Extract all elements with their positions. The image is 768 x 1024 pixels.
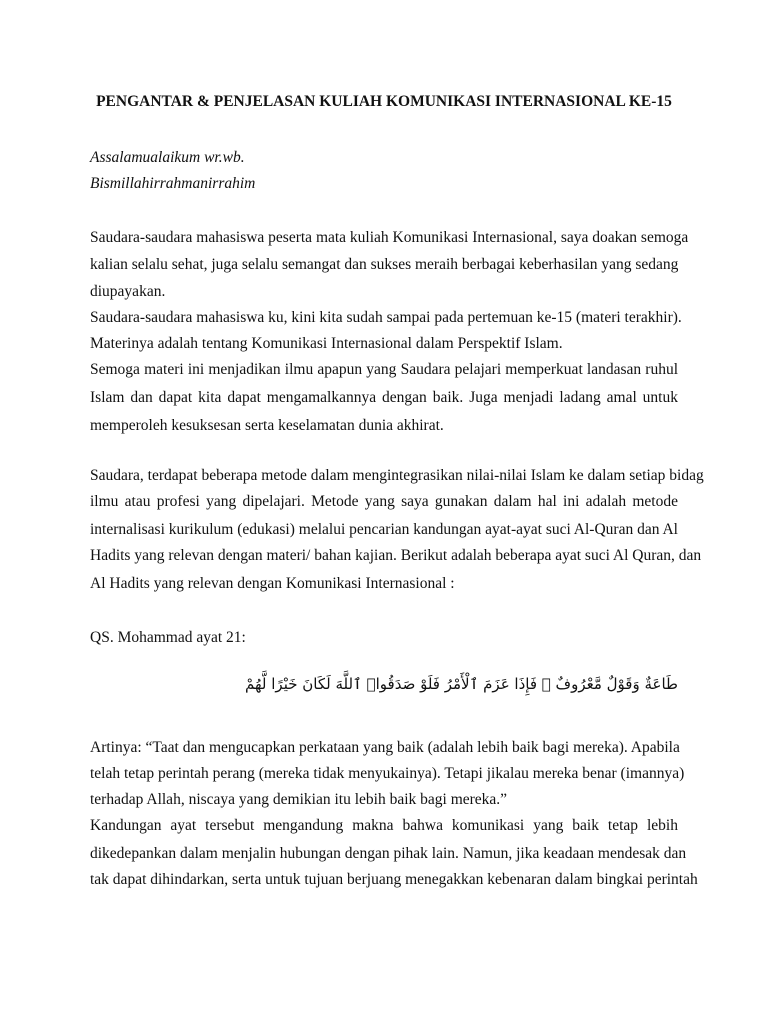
document-title: PENGANTAR & PENJELASAN KULIAH KOMUNIKASI INTERNASIONAL KE-15 (96, 93, 672, 110)
paragraph-2-line: Saudara-saudara mahasiswa ku, kini kita sudah sampai pada pertemuan ke-15 (materi terakhir). (90, 309, 682, 326)
paragraph-1-line: diupayakan. (90, 283, 166, 300)
arabic-verse: طَاعَةٌ وَقَوْلٌ مَّعْرُوفٌ ۚ فَإِذَا عَزَمَ ٱلْأَمْرُ فَلَوْ صَدَقُوا۟ ٱللَّهَ لَكَانَ خَيْرًا لَّهُمْ (245, 675, 678, 693)
paragraph-4-line: Al Hadits yang relevan dengan Komunikasi Internasional : (90, 575, 455, 592)
translation-line: Artinya: “Taat dan mengucapkan perkataan yang baik (adalah lebih baik bagi mereka). Apabila (90, 739, 680, 756)
basmala-line: Bismillahirrahmanirrahim (90, 175, 256, 192)
verse-reference: QS. Mohammad ayat 21: (90, 629, 246, 646)
paragraph-3-line: Semoga materi ini menjadikan ilmu apapun yang Saudara pelajari memperkuat landasan ruhul (90, 361, 678, 378)
paragraph-3-line: Islam dan dapat kita dapat mengamalkannya dengan baik. Juga menjadi ladang amal untuk (90, 389, 678, 406)
greeting-line: Assalamualaikum wr.wb. (90, 149, 245, 166)
paragraph-5-line: dikedepankan dalam menjalin hubungan dengan pihak lain. Namun, jika keadaan mendesak dan (90, 845, 687, 862)
paragraph-5-line: tak dapat dihindarkan, serta untuk tujuan berjuang menegakkan kebenaran dalam bingkai perintah (90, 871, 698, 888)
paragraph-2-line: Materinya adalah tentang Komunikasi Internasional dalam Perspektif Islam. (90, 335, 563, 352)
paragraph-4-line: internalisasi kurikulum (edukasi) melalui pencarian kandungan ayat-ayat suci Al-Quran dan Al (90, 521, 678, 538)
paragraph-1-line: Saudara-saudara mahasiswa peserta mata kuliah Komunikasi Internasional, saya doakan semoga (90, 229, 689, 246)
translation-line: telah tetap perintah perang (mereka tidak menyukainya). Tetapi jikalau mereka benar (imannya) (90, 765, 685, 782)
paragraph-5-line: Kandungan ayat tersebut mengandung makna bahwa komunikasi yang baik tetap lebih (90, 817, 678, 834)
paragraph-3-line: memperoleh kesuksesan serta keselamatan dunia akhirat. (90, 417, 444, 434)
translation-line: terhadap Allah, niscaya yang demikian itu lebih baik bagi mereka.” (90, 791, 508, 808)
paragraph-1-line: kalian selalu sehat, juga selalu semangat dan sukses meraih berbagai keberhasilan yang sedang (90, 256, 679, 273)
paragraph-4-line: Saudara, terdapat beberapa metode dalam mengintegrasikan nilai-nilai Islam ke dalam setiap bidag (90, 467, 704, 484)
paragraph-4-line: Hadits yang relevan dengan materi/ bahan kajian. Berikut adalah beberapa ayat suci Al Quran, dan (90, 547, 702, 564)
paragraph-4-line: ilmu atau profesi yang dipelajari. Metode yang saya gunakan dalam hal ini adalah metode (90, 493, 678, 510)
